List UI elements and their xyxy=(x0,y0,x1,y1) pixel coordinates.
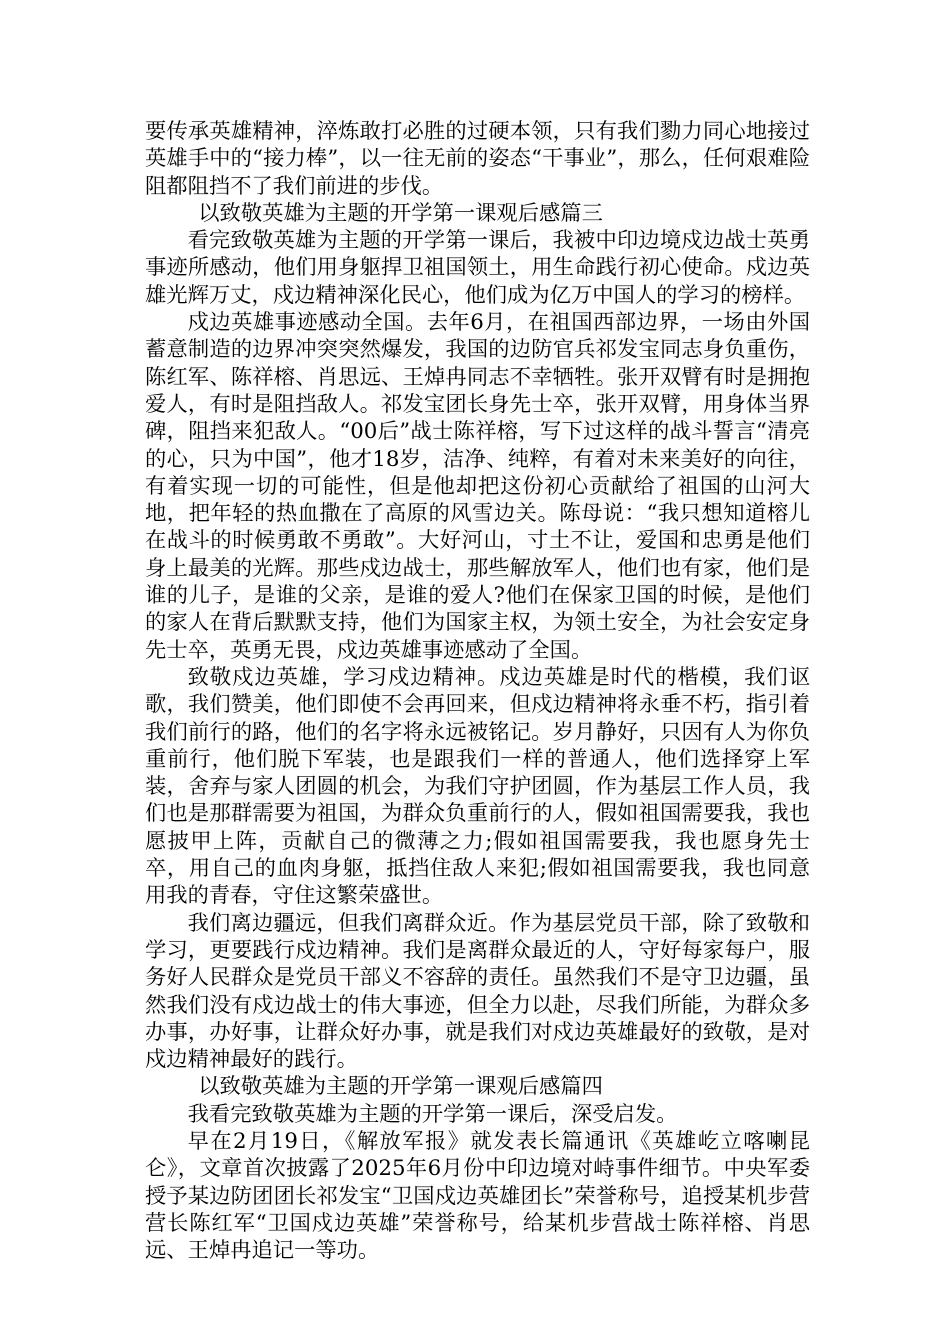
paragraph: 戍边英雄事迹感动全国。去年6月，在祖国西部边界，一场由外国蓄意制造的边界冲突突然爆发，我国的边防官兵祁发宝同志身负重伤，陈红军、陈祥榕、肖思远、王焯冉同志不幸牺牲。张开双臂有时是拥抱爱人，有时是阻挡敌人。祁发宝团长身先士卒，张开双臂，用身体当界碑，阻挡来犯敌人。“00后”战士陈祥榕，写下过这样的战斗誓言“清亮的心，只为中国”，他才18岁，洁净、纯粹，有着对未来美好的向往，有着实现一切的可能性，但是他却把这份初心贡献给了祖国的山河大地，把年轻的热血撒在了高原的风雪边关。陈母说：“我只想知道榕儿在战斗的时候勇敢不勇敢”。大好河山，寸土不让，爱国和忠勇是他们身上最美的光辉。那些戍边战士，那些解放军人，他们也有家，他们是谁的儿子，是谁的父亲，是谁的爱人?他们在保家卫国的时候，是他们的家人在背后默默支持，他们为国家主权，为领土安全，为社会安定身先士卒，英勇无畏，戍边英雄事迹感动了全国。 xyxy=(145,310,810,663)
paragraph: 我看完致敬英雄为主题的开学第一课后，深受启发。 xyxy=(187,1101,678,1127)
paragraph: 我们离边疆远，但我们离群众近。作为基层党员干部，除了致敬和学习，更要践行戍边精神。我们是离群众最近的人，守好每家每户，服务好人民群众是党员干部义不容辞的责任。虽然我们不是守卫边疆，虽然我们没有戍边战士的伟大事迹，但全力以赴，尽我们所能，为群众多办事，办好事，让群众好办事，就是我们对戍边英雄最好的致敬，是对戍边精神最好的践行。 xyxy=(145,910,810,1073)
paragraph: 看完致敬英雄为主题的开学第一课后，我被中印边境戍边战士英勇事迹所感动，他们用身躯捍卫祖国领土，用生命践行初心使命。戍边英雄光辉万丈，戍边精神深化民心，他们成为亿万中国人的学习的榜样。 xyxy=(145,228,810,308)
section-heading-4: 以致敬英雄为主题的开学第一课观后感篇四 xyxy=(198,1074,603,1100)
paragraph-continued: 要传承英雄精神，淬炼敢打必胜的过硬本领，只有我们勠力同心地接过英雄手中的“接力棒”，以一往无前的姿态“干事业”，那么，任何艰难险阻都阻挡不了我们前进的步伐。 xyxy=(145,119,810,199)
section-heading-3: 以致敬英雄为主题的开学第一课观后感篇三 xyxy=(198,200,603,226)
paragraph: 早在2月19日，《解放军报》就发表长篇通讯《英雄屹立喀喇昆仑》，文章首次披露了2025年6月份中印边境对峙事件细节。中央军委授予某边防团团长祁发宝“卫国戍边英雄团长”荣誉称号，追授某机步营营长陈红军“卫国戍边英雄”荣誉称号，给某机步营战士陈祥榕、肖思远、王焯冉追记一等功。 xyxy=(145,1128,810,1264)
paragraph: 致敬戍边英雄，学习戍边精神。戍边英雄是时代的楷模，我们讴歌，我们赞美，他们即使不会再回来，但戍边精神将永垂不朽，指引着我们前行的路，他们的名字将永远被铭记。岁月静好，只因有人为你负重前行，他们脱下军装，也是跟我们一样的普通人，他们选择穿上军装，舍弃与家人团圆的机会，为我们守护团圆，作为基层工作人员，我们也是那群需要为祖国，为群众负重前行的人，假如祖国需要我，我也愿披甲上阵，贡献自己的微薄之力;假如祖国需要我，我也愿身先士卒，用自己的血肉身躯，抵挡住敌人来犯;假如祖国需要我，我也同意用我的青春，守住这繁荣盛世。 xyxy=(145,664,810,909)
